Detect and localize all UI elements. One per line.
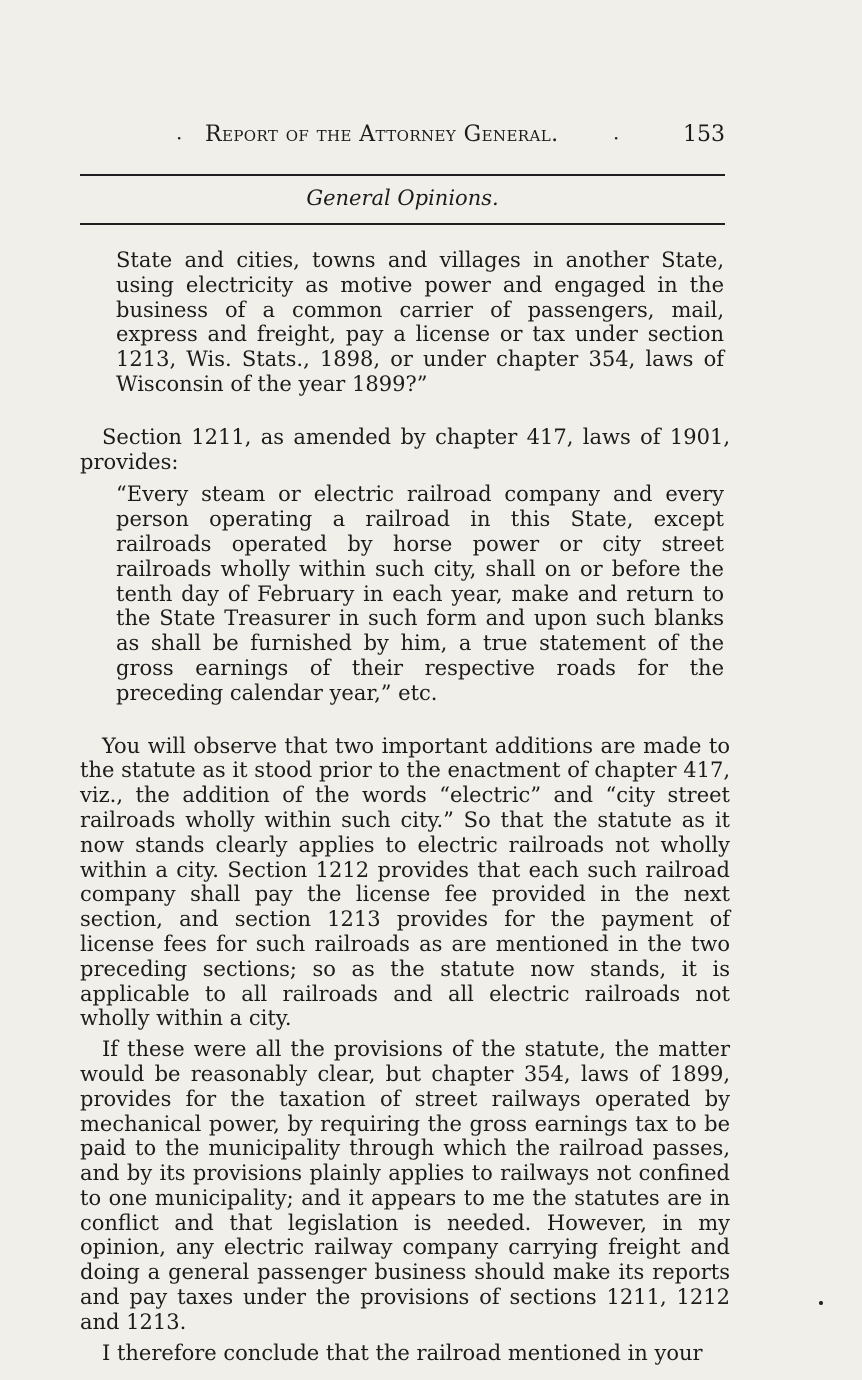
page-number: 153 xyxy=(683,122,725,147)
paragraph-gap xyxy=(80,397,730,425)
statute-quote: “Every steam or electric railroad company and every person operating a railroad in this State, except railroads operated by horse power or city street railroads wholly within such city, shall on or before the tenth day of February in each year, make and return to the State Treasurer in such form and upon such blanks as shall be furnished by him, a true statement of the gross earnings of their respective roads for the preceding calendar year,” etc. xyxy=(116,482,724,705)
top-rule xyxy=(80,174,725,176)
section-heading: General Opinions. xyxy=(306,186,499,210)
running-head-title: Report of the Attorney General. xyxy=(205,122,559,147)
section-intro-paragraph: Section 1211, as amended by chapter 417, laws of 1901, provides: xyxy=(80,424,730,474)
conflict-paragraph: If these were all the provisions of the statute, the matter would be reasonably clear, but chapter 354, laws of 1899, provides for the taxation of street railways operated by mechanical power, by requiring the gross earnings tax to be paid to the municipality through which the railroad passes, and by its provisions plainly applies to railways not confined to one municipality; and it appears to me the statutes are in conflict and that legislation is needed. However, in my opinion, any electric railway company carrying freight and doing a general passenger business should make its reports and pay taxes under the provisions of sections 1211, 1212 and 1213. xyxy=(80,1037,730,1334)
paragraph-gap xyxy=(80,706,730,734)
head-separator-left: · xyxy=(176,126,183,150)
body-text xyxy=(80,240,730,1365)
conclusion-paragraph: I therefore conclude that the railroad mentioned in your xyxy=(102,1340,703,1365)
quoted-question: State and cities, towns and villages in another State, using electricity as motive power and engaged in the business of a common carrier of passengers, mail, express and freight, pay a license or tax under section 1213, Wis. Stats., 1898, or under chapter 354, laws of Wisconsin of the year 1899?” xyxy=(116,248,724,396)
ink-speck xyxy=(819,1301,823,1305)
head-separator-right: · xyxy=(613,126,620,150)
observation-paragraph: You will observe that two important additions are made to the statute as it stood prior to the enactment of chapter 417, viz., the addition of the words “electric” and “city street railroads wholly within such city.” So that the statute as it now stands clearly applies to electric railroads not wholly within a city. Section 1212 provides that each such railroad company shall pay the license fee provided in the next section, and section 1213 provides for the payment of license fees for such railroads as are mentioned in the two preceding sections; so as the statute now stands, it is applicable to all railroads and all electric railroads not wholly within a city. xyxy=(80,733,730,1031)
running-head xyxy=(80,120,725,152)
bottom-rule xyxy=(80,223,725,225)
